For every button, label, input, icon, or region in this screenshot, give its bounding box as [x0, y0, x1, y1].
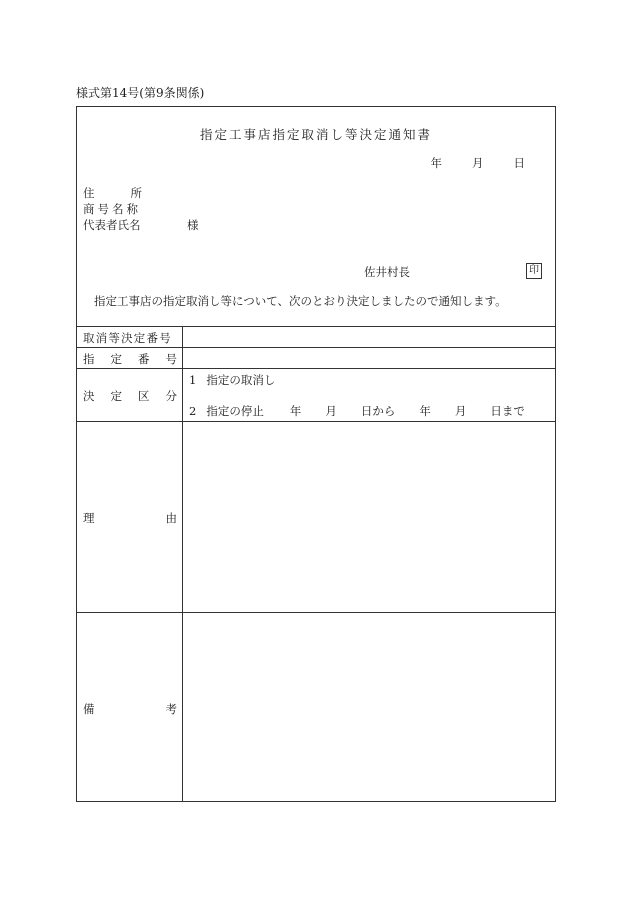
seal-mark: 印 [526, 263, 542, 279]
address-label: 住 所 [83, 186, 142, 200]
notice-text: 指定工事店の指定取消し等について、次のとおり決定しましたので通知します。 [94, 294, 507, 308]
decision-number-label: 取消等決定番号 [83, 331, 172, 345]
document-title: 指定工事店指定取消し等決定通知書 [199, 127, 432, 142]
option-revocation: 1 指定の取消し [189, 373, 276, 387]
remarks-label: 備 考 [83, 702, 177, 716]
form-box [76, 106, 556, 802]
form-caption: 様式第14号(第9条関係) [76, 86, 205, 100]
issuer-name: 佐井村長 [364, 265, 410, 279]
designation-number-label: 指 定 番 号 [83, 352, 177, 366]
row-divider [77, 612, 555, 613]
table-top-line [77, 326, 555, 327]
representative-label: 代表者氏名 [83, 218, 141, 232]
trade-name-label: 商 号 名 称 [83, 202, 138, 216]
row-divider [77, 421, 555, 422]
date-line [431, 155, 526, 171]
row-divider [77, 347, 555, 348]
option-suspension: 2 指定の停止 年 月 日から 年 月 日まで [189, 404, 525, 418]
decision-type-label: 決 定 区 分 [83, 389, 177, 403]
row-divider [77, 368, 555, 369]
date-month: 月 [472, 156, 484, 170]
honorific: 様 [187, 218, 199, 232]
column-divider [182, 326, 183, 802]
date-year: 年 [430, 156, 442, 170]
date-day: 日 [513, 156, 525, 170]
reason-label: 理 由 [83, 511, 177, 525]
